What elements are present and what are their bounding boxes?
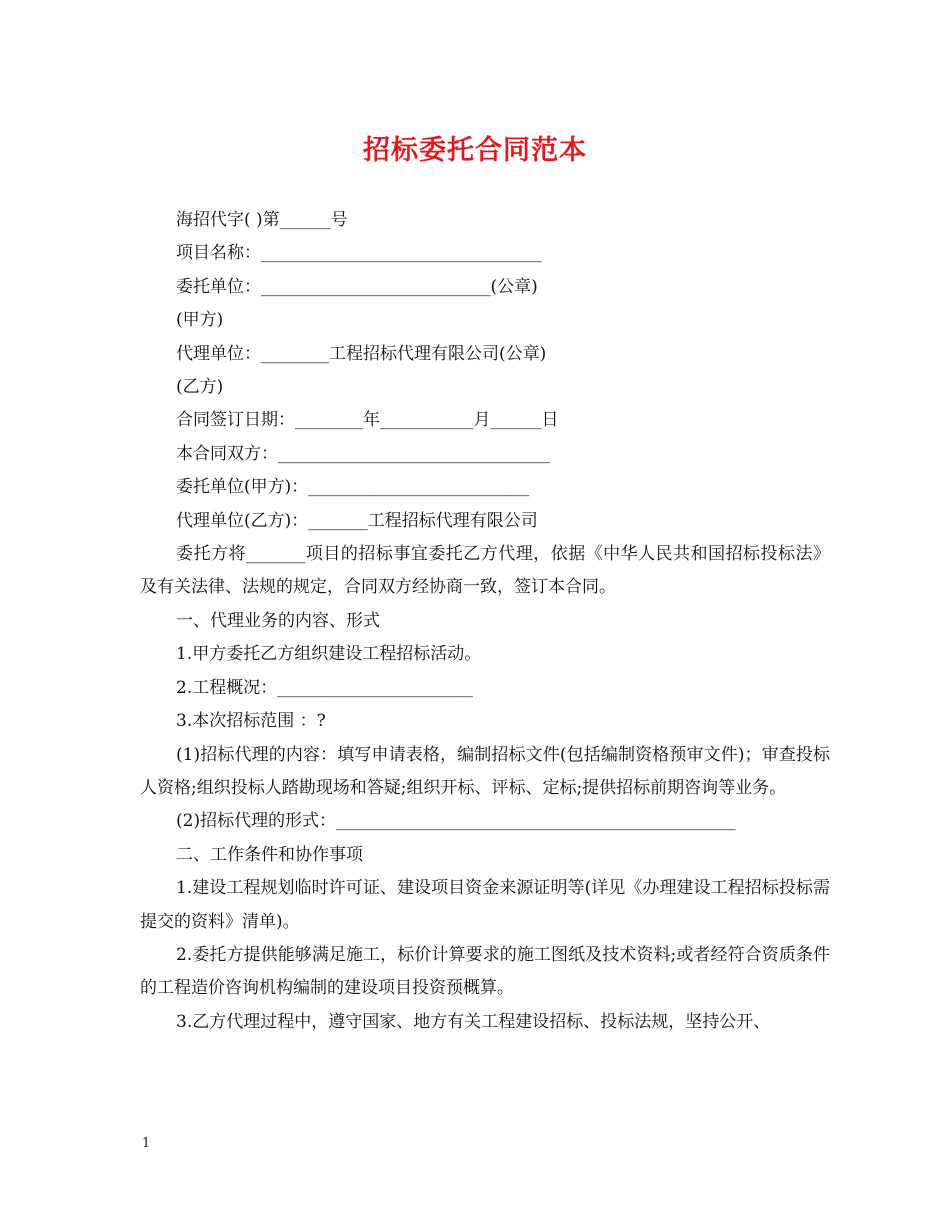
section-heading: 二、工作条件和协作事项	[176, 844, 363, 865]
paragraph: (1)招标代理的内容：填写申请表格，编制招标文件(包括编制资格预审文件)；审查投标人资格;组织投标人踏勘现场和答疑;组织开标、评标、定标;提供招标前期咨询等业务。	[140, 744, 830, 798]
paragraph: 代理单位：________工程招标代理有限公司(公章)	[176, 343, 547, 364]
document-body	[140, 204, 830, 1039]
paragraph: 项目名称：_________________________________	[176, 243, 542, 264]
paragraph: 合同签订日期：________年___________月______日	[176, 410, 559, 431]
page-number: 1	[142, 1136, 151, 1151]
paragraph: 1.建设工程规划临时许可证、建设项目资金来源证明等(详见《办理建设工程招标投标需提交的资料》清单)。	[140, 878, 830, 932]
paragraph: 3.本次招标范围 ：?	[176, 711, 326, 732]
paragraph: 1.甲方委托乙方组织建设工程招标活动。	[176, 644, 482, 665]
document-title: 招标委托合同范本	[363, 135, 587, 166]
paragraph: (甲方)	[176, 310, 224, 331]
paragraph: 海招代字( )第______号	[176, 210, 348, 230]
paragraph: 委托单位(甲方)：__________________________	[176, 477, 530, 498]
paragraph: (2)招标代理的形式：_______________________________________________	[176, 811, 736, 832]
paragraph: (乙方)	[176, 377, 224, 398]
section-heading: 一、代理业务的内容、形式	[176, 610, 380, 631]
paragraph: 本合同双方：________________________________	[176, 443, 550, 464]
paragraph: 2.工程概况：_______________________	[176, 677, 473, 698]
paragraph: 3.乙方代理过程中，遵守国家、地方有关工程建设招标、投标法规，坚持公开、	[176, 1011, 771, 1032]
paragraph: 委托方将_______项目的招标事宜委托乙方代理，依据《中华人民共和国招标投标法》及有关法律、法规的规定，合同双方经协商一致，签订本合同。	[140, 544, 830, 598]
paragraph: 代理单位(乙方)：_______工程招标代理有限公司	[176, 510, 538, 531]
paragraph: 2.委托方提供能够满足施工，标价计算要求的施工图纸及技术资料;或者经符合资质条件的工程造价咨询机构编制的建设项目投资预概算。	[140, 944, 830, 999]
paragraph: 委托单位：___________________________(公章)	[176, 276, 538, 297]
